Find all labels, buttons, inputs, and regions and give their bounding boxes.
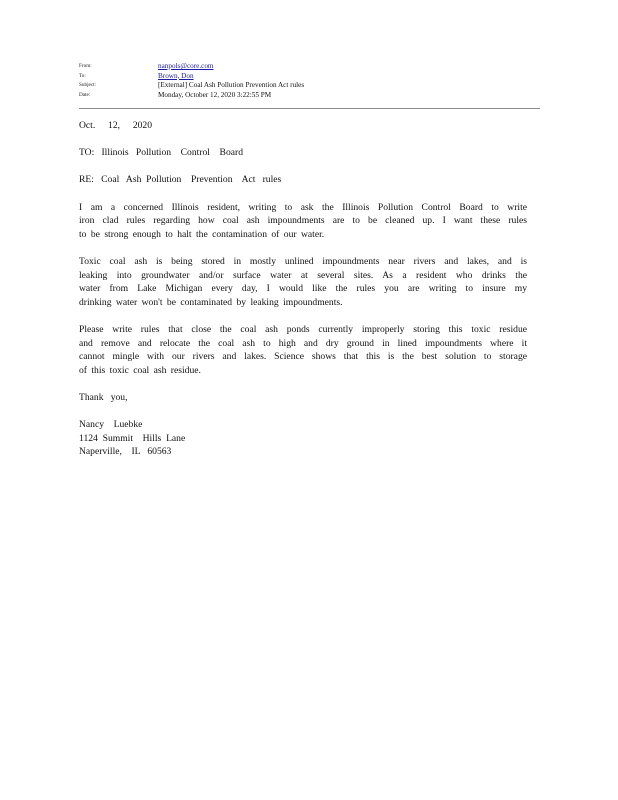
closing-block <box>79 391 527 405</box>
to-block <box>79 146 527 160</box>
subject-row <box>79 81 540 91</box>
paragraph-line: I am a concerned Illinois resident, writing to ask the Illinois Pollution Control Board to write <box>79 201 527 213</box>
paragraph-1 <box>79 201 527 242</box>
paragraph-line: leaking into groundwater and/or surface water at several sites. As a resident who drinks the <box>79 269 527 281</box>
letter-body <box>79 119 527 459</box>
email-header <box>79 62 540 100</box>
signature-block <box>79 418 527 459</box>
to-recipient-link[interactable]: Brown, Don <box>158 71 194 80</box>
paragraph-line: Toxic coal ash is being stored in mostly unlined impoundments near rivers and lakes, and is <box>79 255 527 267</box>
paragraph-line: of this toxic coal ash residue. <box>79 364 201 376</box>
re-block <box>79 173 527 187</box>
signature-street: 1124 Summit Hills Lane <box>79 432 186 444</box>
paragraph-line: cannot mingle with our rivers and lakes. Science shows that this is the best solution to storage <box>79 351 527 363</box>
from-row <box>79 62 540 72</box>
subject-label: Subject: <box>79 82 97 88</box>
to-label: To: <box>79 72 86 79</box>
re-line: RE: Coal Ash Pollution Prevention Act rules <box>79 174 282 186</box>
date-row <box>79 91 540 101</box>
header-divider <box>79 108 540 109</box>
closing: Thank you, <box>79 391 128 403</box>
paragraph-line: to be strong enough to halt the contamination of our water. <box>79 228 325 240</box>
paragraph-3 <box>79 323 527 377</box>
date-value: Monday, October 12, 2020 3:22:55 PM <box>158 90 272 99</box>
paragraph-line: water from Lake Michigan every day, I would like the rules you are writing to insure my <box>79 283 527 295</box>
paragraph-line: and remove and relocate the coal ash to high and dry ground in lined impoundments where it <box>79 337 527 349</box>
from-label: From: <box>79 63 92 69</box>
letter-date: Oct. 12, 2020 <box>79 120 153 131</box>
paragraph-line: iron clad rules regarding how coal ash impoundments are to be cleaned up. I want these rules <box>79 215 527 227</box>
signature-name: Nancy Luebke <box>79 419 143 431</box>
date-label: Date: <box>79 91 91 98</box>
subject-value: [External] Coal Ash Pollution Prevention Act rules <box>158 81 305 89</box>
paragraph-line: Please write rules that close the coal ash ponds currently improperly storing this toxic residue <box>79 323 527 335</box>
letter-date-block <box>79 119 527 133</box>
paragraph-line: drinking water won't be contaminated by leaking impoundments. <box>79 296 343 308</box>
to-line: TO: Illinois Pollution Control Board <box>79 147 243 159</box>
signature-city: Naperville, IL 60563 <box>79 446 172 458</box>
to-row <box>79 72 540 82</box>
paragraph-2 <box>79 255 527 309</box>
from-email-link[interactable]: nanpols@core.com <box>158 62 214 70</box>
